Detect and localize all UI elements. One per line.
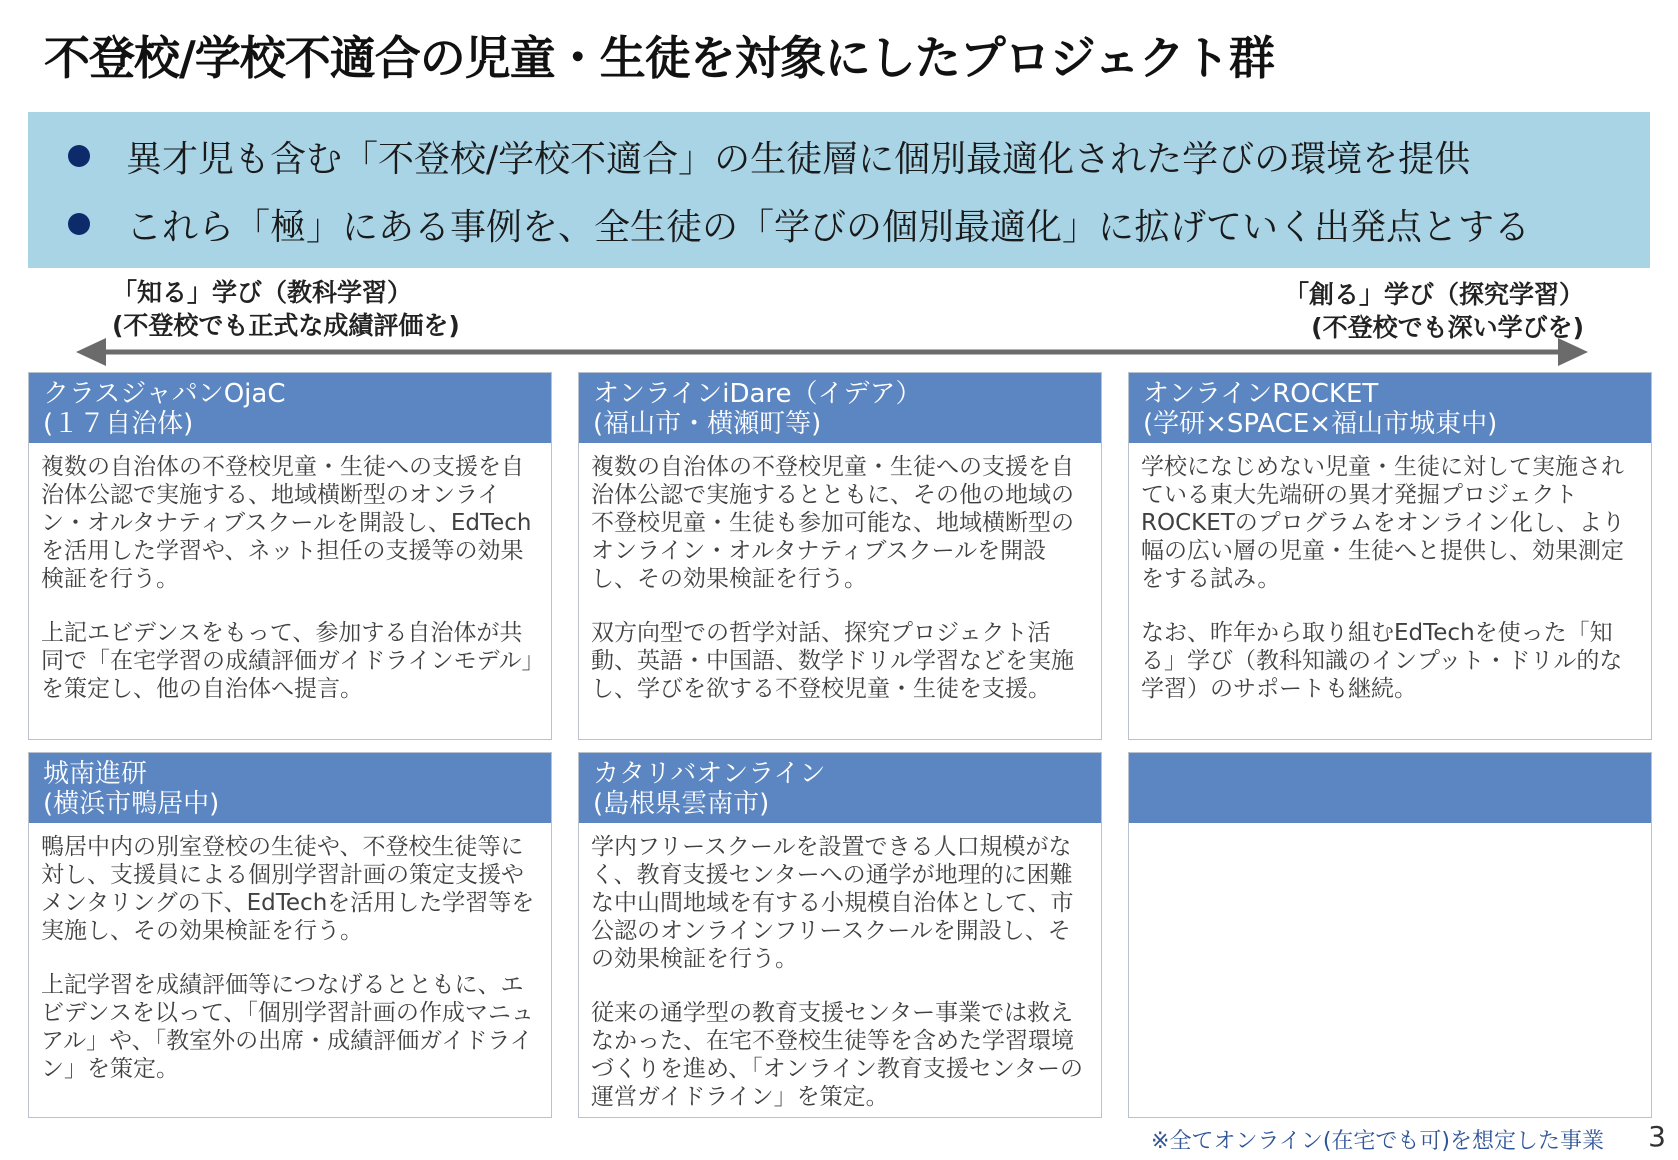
axis-label-right-sub: (不登校でも深い学びを) [1311,313,1584,342]
project-card [1128,372,1652,740]
page-title: 不登校/学校不適合の児童・生徒を対象にしたプロジェクト群 [44,31,1274,85]
summary-bullet-text: これら「極」にある事例を、全生徒の「学びの個別最適化」に拡げていく出発点とする [126,206,1531,248]
project-card-body [1129,823,1651,833]
project-card-header [29,373,551,443]
project-name: 城南進研 [43,759,148,789]
project-card-body [579,443,1101,703]
summary-box [28,112,1650,268]
project-description: 複数の自治体の不登校児童・生徒への支援を自治体公認で実施するとともに、その他の地域の不登校児童・生徒も参加可能な、地域横断型のオンライン・オルタナティブスクールを開設し、その効果検証を行う。 [591,454,1074,592]
project-card [578,752,1102,1118]
project-outcome: 上記エビデンスをもって、参加する自治体が共同で「在宅学習の成績評価ガイドラインモデル」を策定し、他の自治体へ提言。 [41,620,533,702]
project-description: 学内フリースクールを設置できる人口規模がなく、教育支援センターへの通学が地理的に困難な中山間地域を有する小規模自治体として、市公認のオンラインフリースクールを開設し、その効果検証を行う。 [591,834,1074,972]
project-card-header [579,753,1101,823]
project-card-header [579,373,1101,443]
project-card-body [29,823,551,1083]
axis-label-left-sub: (不登校でも正式な成績評価を) [112,311,460,340]
project-card-body [579,823,1101,1111]
project-description: 鴨居中内の別室登校の生徒や、不登校生徒等に対し、支援員による個別学習計画の策定支援やメンタリングの下、EdTechを活用した学習等を実施し、その効果検証を行う。 [41,834,535,944]
project-location: (福山市・横瀬町等) [593,409,822,439]
axis-label-right [1284,278,1584,344]
project-outcome: なお、昨年から取り組むEdTechを使った「知る」学び（教科知識のインプット・ドリル的な学習）のサポートも継続。 [1141,620,1623,702]
project-location: (島根県雲南市) [593,789,770,819]
footnote: ※全てオンライン(在宅でも可)を想定した事業 [1151,1129,1604,1154]
bullet-dot-icon [68,145,90,167]
project-name: クラスジャパンOjaC [43,379,286,409]
axis-label-left-title: 「知る」学び（教科学習） [112,278,413,307]
project-name: カタリバオンライン [593,759,826,789]
project-card [578,372,1102,740]
project-description: 複数の自治体の不登校児童・生徒への支援を自治体公認で実施する、地域横断型のオンライン・オルタナティブスクールを開設し、EdTechを活用した学習や、ネット担任の支援等の効果検証を行う。 [41,454,532,592]
empty-project-card [1128,752,1652,1118]
project-card-header [1129,753,1651,823]
project-location: (横浜市鴨居中) [43,789,220,819]
project-card [28,372,552,740]
project-card-header [29,753,551,823]
summary-bullet [68,126,1470,186]
project-card-body [1129,443,1651,703]
project-outcome: 従来の通学型の教育支援センター事業では救えなかった、在宅不登校生徒等を含めた学習環境づくりを進め、「オンライン教育支援センターの運営ガイドライン」を策定。 [591,1000,1083,1110]
project-description: 学校になじめない児童・生徒に対して実施されている東大先端研の異才発掘プロジェクトROCKETのプログラムをオンライン化し、より幅の広い層の児童・生徒へと提供し、効果測定をする試み。 [1141,454,1625,592]
axis-label-left [112,276,460,342]
project-card-header [1129,373,1651,443]
bullet-dot-icon [68,213,90,235]
summary-bullet-text: 異才児も含む「不登校/学校不適合」の生徒層に個別最適化された学びの環境を提供 [126,138,1471,180]
project-outcome: 双方向型での哲学対話、探究プロジェクト活動、英語・中国語、数学ドリル学習などを実施し、学びを欲する不登校児童・生徒を支援。 [591,620,1074,702]
axis-label-right-title: 「創る」学び（探究学習） [1283,280,1584,309]
double-arrow-icon [76,336,1588,368]
project-location: (学研×SPACE×福山市城東中) [1143,409,1498,439]
project-card [28,752,552,1118]
project-location: (１７自治体) [43,409,194,439]
project-card-body [29,443,551,703]
page-number: 3 [1648,1120,1666,1153]
project-name: オンラインROCKET [1143,379,1379,409]
project-outcome: 上記学習を成績評価等につなげるとともに、エビデンスを以って、「個別学習計画の作成マニュアル」や、「教室外の出席・成績評価ガイドライン」を策定。 [41,972,534,1082]
project-name: オンラインiDare（イデア） [593,379,922,409]
summary-bullet [68,194,1530,254]
